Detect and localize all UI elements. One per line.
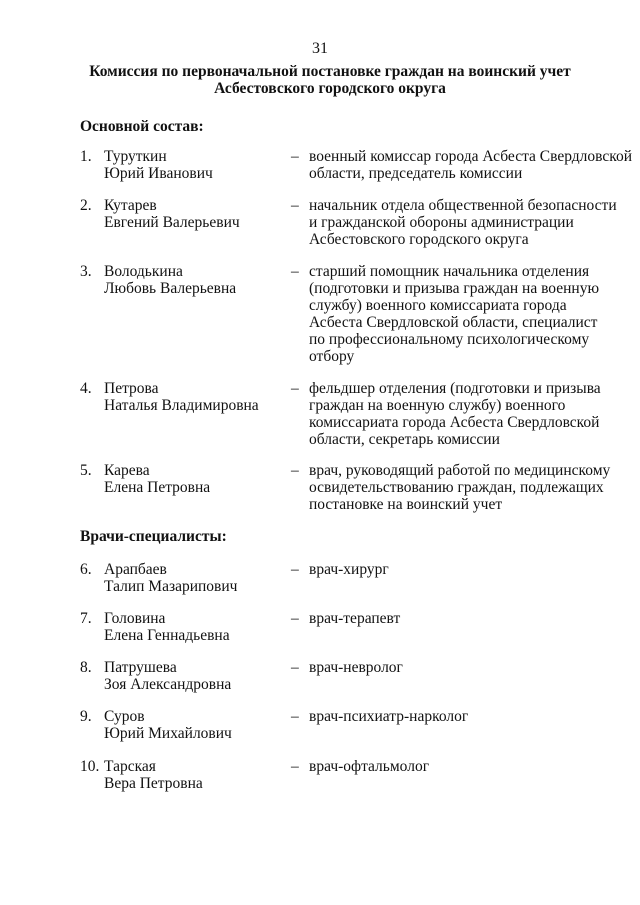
section-heading-doctors: Врачи-специалисты: <box>80 528 227 545</box>
member-name <box>104 659 231 693</box>
member-number: 8. <box>80 659 92 676</box>
member-number: 4. <box>80 380 92 397</box>
member-surname: Патрушева <box>104 659 177 676</box>
page-number: 31 <box>312 40 328 57</box>
member-description <box>309 380 614 448</box>
member-surname: Карева <box>104 462 150 479</box>
member-given-name: Евгений Валерьевич <box>104 214 240 231</box>
member-number: 6. <box>80 561 92 578</box>
member-given-name: Елена Петровна <box>104 479 211 496</box>
member-name <box>104 263 236 297</box>
member-surname: Петрова <box>104 380 159 397</box>
member-given-name: Наталья Владимировна <box>104 397 259 414</box>
member-name <box>104 708 232 742</box>
member-surname: Туруткин <box>104 148 167 165</box>
member-name <box>104 758 203 792</box>
description-line: фельдшер отделения (подготовки и призыва <box>309 380 601 397</box>
dash-separator: – <box>291 263 299 280</box>
document-title <box>60 63 600 97</box>
member-surname: Головина <box>104 610 166 627</box>
member-given-name: Любовь Валерьевна <box>104 280 237 297</box>
description-line: (подготовки и призыва граждан на военную <box>309 280 600 297</box>
description-line: старший помощник начальника отделения <box>309 263 590 280</box>
dash-separator: – <box>291 659 299 676</box>
member-given-name: Зоя Александровна <box>104 676 232 693</box>
member-description <box>309 462 614 513</box>
member-description <box>309 659 614 676</box>
member-number: 9. <box>80 708 92 725</box>
member-surname: Володькина <box>104 263 183 280</box>
description-line: службу) военного комиссариата города <box>309 297 567 314</box>
member-given-name: Вера Петровна <box>104 775 203 792</box>
member-description <box>309 758 614 775</box>
member-number: 2. <box>80 197 92 214</box>
member-description <box>309 197 617 248</box>
description-line: по профессиональному психологическому <box>309 331 590 348</box>
description-line: военный комиссар города Асбеста Свердловской <box>309 148 633 165</box>
member-description <box>309 610 614 627</box>
member-given-name: Елена Геннадьевна <box>104 627 230 644</box>
member-surname: Арапбаев <box>104 561 167 578</box>
description-line: освидетельствованию граждан, подлежащих <box>309 479 604 496</box>
member-name <box>104 561 237 595</box>
description-line: врач-офтальмолог <box>309 758 430 775</box>
member-surname: Тарская <box>104 758 156 775</box>
description-line: комиссариата города Асбеста Свердловской <box>309 414 600 431</box>
dash-separator: – <box>291 561 299 578</box>
description-line: постановке на воинский учет <box>309 496 503 513</box>
description-line: и гражданской обороны администрации <box>309 214 574 231</box>
member-surname: Кутарев <box>104 197 157 214</box>
member-description <box>309 561 614 578</box>
description-line: врач-невролог <box>309 659 403 676</box>
member-name <box>104 148 213 182</box>
dash-separator: – <box>291 758 299 775</box>
member-given-name: Юрий Иванович <box>104 165 213 182</box>
description-line: врач-психиатр-нарколог <box>309 708 469 725</box>
member-name <box>104 610 230 644</box>
member-description <box>309 148 633 182</box>
description-line: врач-хирург <box>309 561 389 578</box>
section-heading-main: Основной состав: <box>80 118 204 135</box>
dash-separator: – <box>291 380 299 397</box>
description-line: граждан на военную службу) военного <box>309 397 566 414</box>
member-name <box>104 197 240 231</box>
description-line: начальник отдела общественной безопасности <box>309 197 617 214</box>
title-line-2: Асбестовского городского округа <box>214 80 446 97</box>
description-line: Асбестовского городского округа <box>309 231 529 248</box>
member-given-name: Талип Мазарипович <box>104 578 238 595</box>
title-line-1: Комиссия по первоначальной постановке граждан на воинский учет <box>89 63 571 80</box>
description-line: области, секретарь комиссии <box>309 431 500 448</box>
member-description <box>309 708 614 725</box>
description-line: области, председатель комиссии <box>309 165 523 182</box>
dash-separator: – <box>291 462 299 479</box>
member-number: 5. <box>80 462 92 479</box>
description-line: врач, руководящий работой по медицинскому <box>309 462 611 479</box>
description-line: Асбеста Свердловской области, специалист <box>309 314 598 331</box>
member-surname: Суров <box>104 708 145 725</box>
member-number: 7. <box>80 610 92 627</box>
description-line: врач-терапевт <box>309 610 401 627</box>
member-number: 3. <box>80 263 92 280</box>
member-name <box>104 462 210 496</box>
member-given-name: Юрий Михайлович <box>104 725 232 742</box>
dash-separator: – <box>291 708 299 725</box>
member-description <box>309 263 614 365</box>
member-number: 1. <box>80 148 92 165</box>
dash-separator: – <box>291 610 299 627</box>
member-name <box>104 380 259 414</box>
description-line: отбору <box>309 348 355 365</box>
dash-separator: – <box>291 148 299 165</box>
member-number: 10. <box>80 758 100 775</box>
dash-separator: – <box>291 197 299 214</box>
